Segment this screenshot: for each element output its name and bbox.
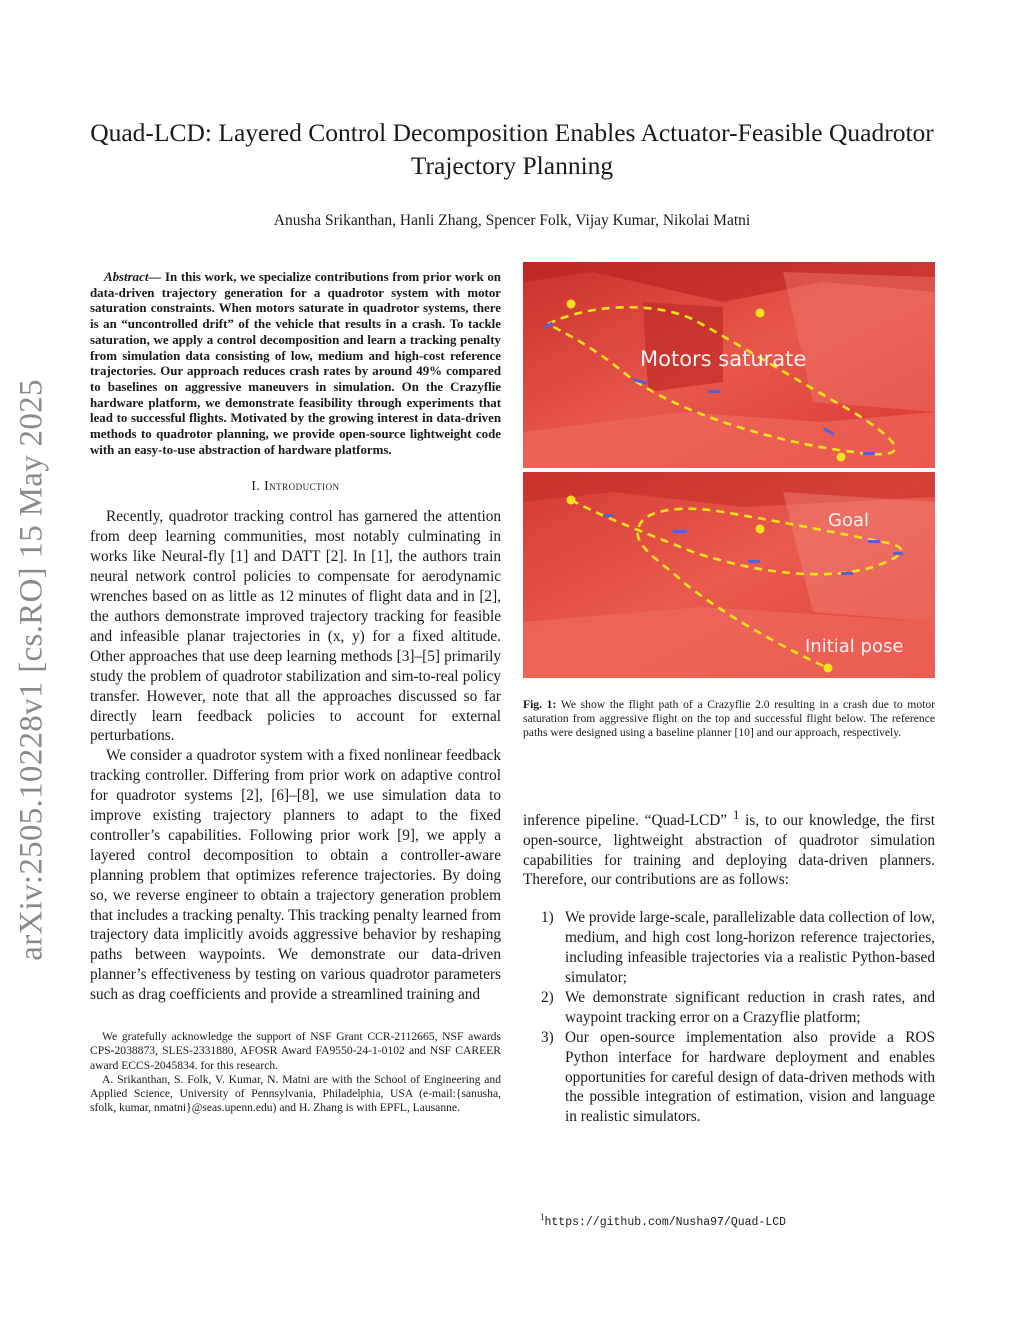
success-flight-image [523, 472, 935, 678]
right-paragraph-1-part-b: is, to our knowledge, the first open-source, lightweight abstraction of quadrotor simulation capabilities for training and deploying data-driven planners. Therefore, our contributions are as follows: [523, 811, 935, 889]
abstract [90, 270, 501, 458]
figure-panel-success [523, 472, 935, 678]
caption-text: We show the flight path of a Crazyflie 2.0 resulting in a crash due to motor saturation from aggressive flight on the top and successful flight below. The reference paths were designed using a baseline planner [10] and our approach, respectively. [523, 698, 935, 740]
footnote-acknowledgement: We gratefully acknowledge the support of NSF Grant CCR-2112665, NSF awards CPS-2038873, SLES-2331880, AFOSR Award FA9550-24-1-0102 and NSF CAREER award ECCS-2045834. for this research. [90, 1030, 501, 1072]
abstract-lead: Abstract— [104, 270, 162, 284]
contribution-text: Our open-source implementation also provide a ROS Python interface for hardware deployment and enables opportunities for careful design of data-driven methods with the possible integration of estimation, vision and language in realistic simulators. [565, 1028, 935, 1126]
left-column [90, 270, 501, 1115]
arxiv-stamp [10, 360, 54, 980]
contribution-text: We provide large-scale, parallelizable data collection of low, medium, and high cost long-horizon reference trajectories, including infeasible trajectories via a realistic Python-based simulator; [565, 909, 935, 987]
contributions-list [523, 908, 935, 1127]
url-footnote [540, 1212, 786, 1229]
label-goal: Goal [828, 510, 869, 531]
figure-panel-crash [523, 262, 935, 468]
figure-1 [523, 262, 935, 687]
figure-caption [523, 698, 935, 741]
right-body [523, 806, 935, 1128]
intro-paragraph-2: We consider a quadrotor system with a fixed nonlinear feedback tracking controller. Differing from prior work on adaptive control for quadrotor systems [2], [6]–[8], we use simulation data to improve existing trajectory planners to adapt to the fixed controller’s capabilities. Following prior work [9], we apply a layered control decomposition to obtain a controller-aware planning problem that optimizes reference trajectories. By doing so, we reverse engineer to obtain a trajectory generation problem that includes a tracking penalty. This tracking penalty learned from trajectory data implicitly avoids aggressive behavior by reshaping paths between waypoints. We demonstrate our data-driven planner’s effectiveness by testing on various quadrotor parameters such as drag coefficients and provide a streamlined training and [90, 747, 501, 1004]
right-column [523, 262, 935, 1127]
section-name: Introduction [264, 478, 340, 494]
contribution-number: 2) [541, 988, 554, 1006]
label-initial-pose: Initial pose [805, 636, 904, 657]
contribution-number: 3) [541, 1028, 554, 1046]
url-footnote-link[interactable]: https://github.com/Nusha97/Quad-LCD [544, 1215, 787, 1229]
footnote-marker: 1 [732, 807, 740, 822]
crash-flight-image [523, 262, 935, 468]
caption-tag: Fig. 1: [523, 698, 557, 711]
label-motors-saturate: Motors saturate [640, 347, 807, 371]
footnote-affiliation: A. Srikanthan, S. Folk, V. Kumar, N. Matni are with the School of Engineering and Applied Science, University of Pennsylvania, Philadelphia, USA (e-mail:{sanusha, sfolk, kumar, nmatni}@seas.upenn.edu) and H. Zhang is with EPFL, Lausanne. [90, 1072, 501, 1115]
intro-paragraph-1: Recently, quadrotor tracking control has garnered the attention from deep learning communities, most notably culminating in works like Neural-fly [1] and DATT [2]. In [1], the authors train neural network control policies to compensate for aerodynamic wrenches based on as little as 12 minutes of flight data and in [2], the authors demonstrate improved trajectory tracking for feasible and infeasible planar trajectories in (x, y) for a fixed altitude. Other approaches that use deep learning methods [3]–[5] primarily study the problem of quadrotor stabilization and sim-to-real policy transfer. However, note that all the approaches discussed so far directly learn feedback policies to account for external perturbations. [90, 508, 501, 745]
right-paragraph-1-part-a: inference pipeline. “Quad-LCD” [523, 811, 733, 829]
section-heading [90, 478, 501, 494]
paper-title: Quad-LCD: Layered Control Decomposition Enables Actuator-Feasible Quadrotor Trajectory Planning [90, 118, 934, 180]
contribution-text: We demonstrate significant reduction in crash rates, and waypoint tracking error on a Crazyflie platform; [565, 988, 935, 1026]
contribution-number: 1) [541, 909, 554, 927]
right-paragraph-1 [523, 806, 935, 891]
contribution-item [523, 908, 935, 988]
contribution-item [523, 1028, 935, 1128]
section-number: I. [251, 478, 261, 494]
paper-authors: Anusha Srikanthan, Hanli Zhang, Spencer Folk, Vijay Kumar, Nikolai Matni [273, 212, 751, 229]
contribution-item [523, 988, 935, 1028]
footnotes [90, 1030, 501, 1115]
abstract-text: In this work, we specialize contributions from prior work on data-driven trajectory generation for a quadrotor system with motor saturation constraints. When motors saturate in quadrotor systems, there is an “uncontrolled drift” of the vehicle that results in a crash. To tackle saturation, we apply a control decomposition and learn a tracking penalty from simulation data consisting of low, medium and high-cost reference trajectories. Our approach reduces crash rates by around 49% compared to baselines on aggressive maneuvers in simulation. On the Crazyflie hardware platform, we demonstrate feasibility through experiments that lead to successful flights. Motivated by the growing interest in data-driven methods to quadrotor planning, we provide open-source lightweight code with an easy-to-use abstraction of hardware platforms. [90, 270, 501, 457]
arxiv-stamp-text: arXiv:2505.10228v1 [cs.RO] 15 May 2025 [13, 379, 50, 961]
url-footnote-number: 1 [540, 1212, 545, 1222]
